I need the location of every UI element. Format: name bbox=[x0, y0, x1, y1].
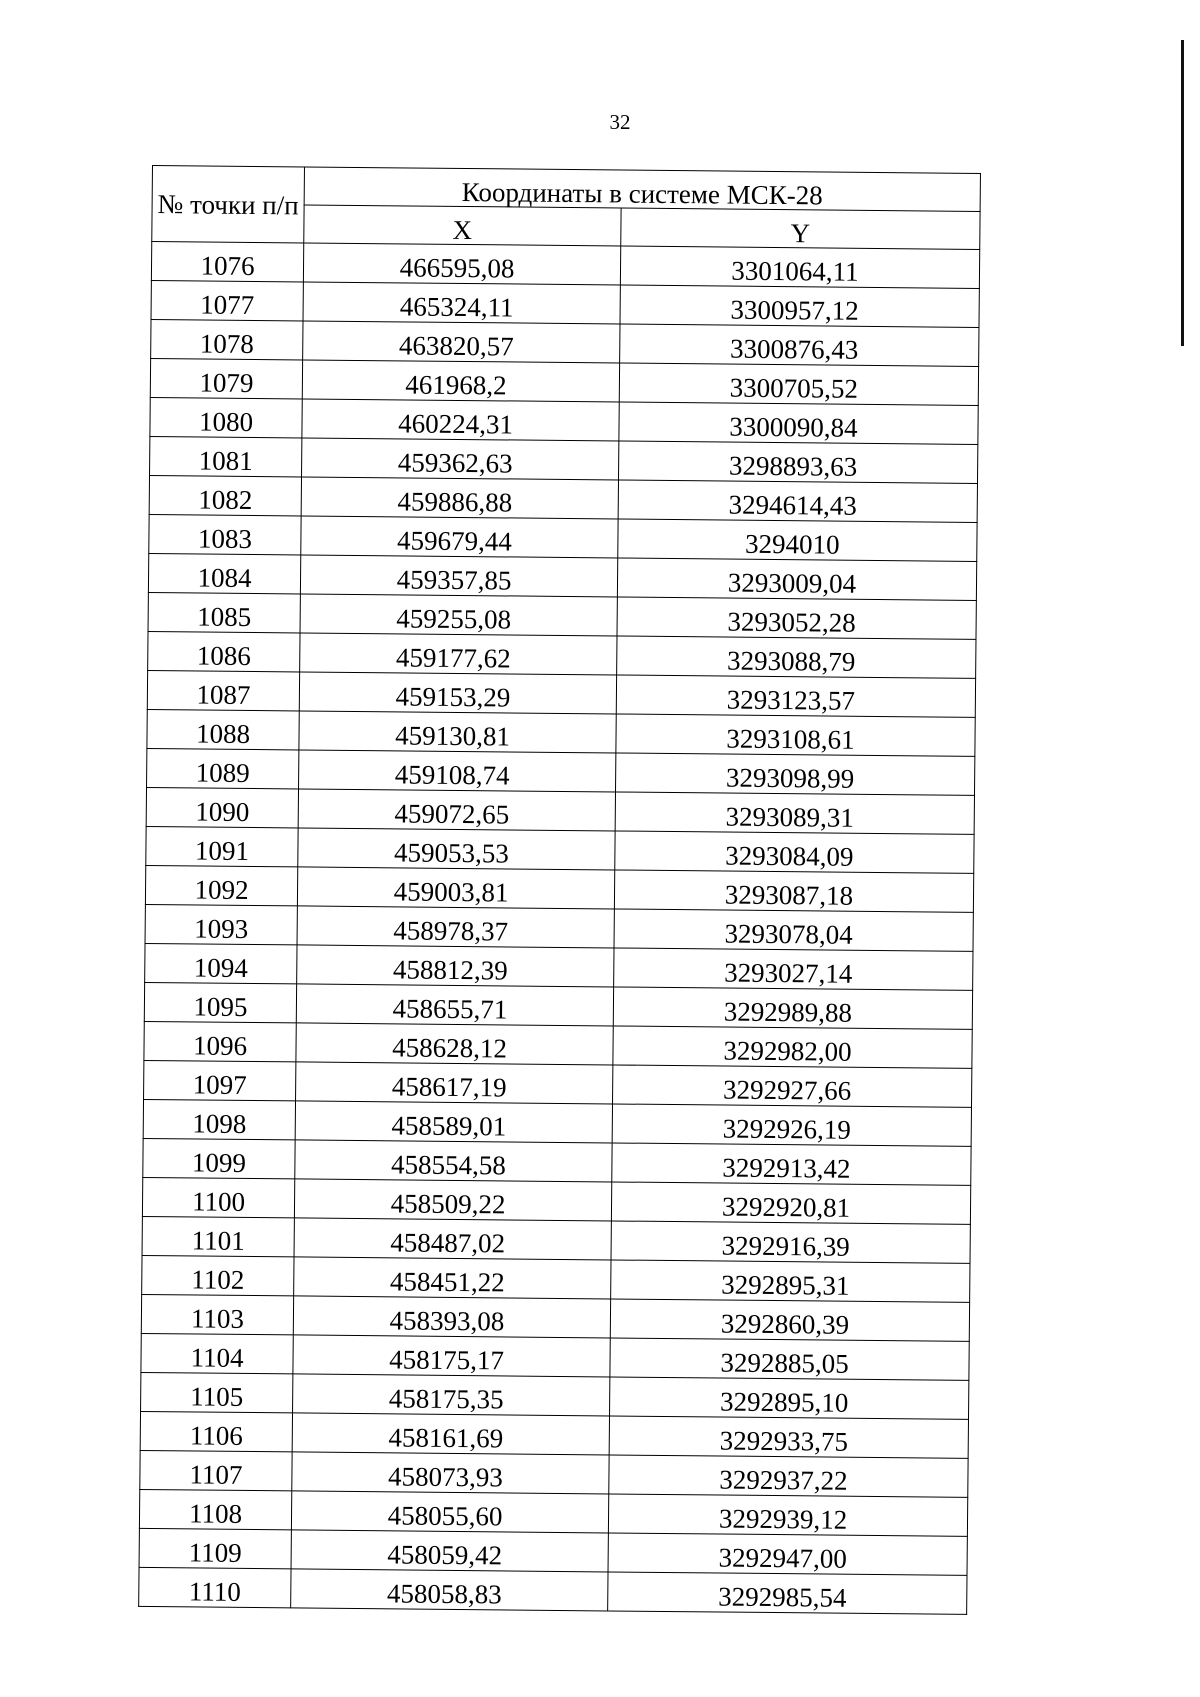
cell-point-number: 1078 bbox=[151, 319, 303, 359]
cell-y: 3301064,11 bbox=[620, 246, 979, 288]
cell-y: 3293108,61 bbox=[616, 714, 975, 756]
coordinates-table bbox=[138, 165, 981, 1615]
page-number: 32 bbox=[609, 110, 631, 134]
cell-x: 458509,22 bbox=[294, 1179, 611, 1221]
cell-point-number: 1083 bbox=[149, 514, 301, 554]
cell-point-number: 1085 bbox=[148, 592, 300, 632]
cell-y: 3292939,12 bbox=[608, 1494, 967, 1536]
cell-y: 3293027,14 bbox=[614, 948, 973, 990]
cell-x: 458161,69 bbox=[292, 1413, 609, 1455]
cell-x: 458451,22 bbox=[294, 1257, 611, 1299]
cell-point-number: 1107 bbox=[140, 1450, 292, 1490]
cell-x: 459108,74 bbox=[299, 750, 616, 792]
cell-x: 458058,83 bbox=[291, 1569, 608, 1611]
cell-x: 458589,01 bbox=[295, 1101, 612, 1143]
cell-y: 3292920,81 bbox=[611, 1182, 970, 1224]
cell-x: 458487,02 bbox=[294, 1218, 611, 1260]
cell-y: 3293089,31 bbox=[615, 792, 974, 834]
cell-x: 458175,17 bbox=[293, 1335, 610, 1377]
header-point-number: № точки п/п bbox=[152, 166, 305, 243]
cell-point-number: 1096 bbox=[144, 1021, 296, 1061]
cell-x: 459357,85 bbox=[300, 555, 617, 597]
cell-y: 3293078,04 bbox=[614, 909, 973, 951]
cell-point-number: 1101 bbox=[142, 1216, 294, 1256]
cell-y: 3292989,88 bbox=[613, 987, 972, 1029]
cell-point-number: 1081 bbox=[150, 436, 302, 476]
cell-x: 458175,35 bbox=[293, 1374, 610, 1416]
cell-point-number: 1088 bbox=[147, 709, 299, 749]
cell-y: 3293088,79 bbox=[617, 636, 976, 678]
cell-x: 459003,81 bbox=[297, 867, 614, 909]
cell-point-number: 1103 bbox=[141, 1294, 293, 1334]
cell-y: 3293123,57 bbox=[616, 675, 975, 717]
cell-y: 3292985,54 bbox=[608, 1572, 967, 1614]
cell-x: 459886,88 bbox=[301, 477, 618, 519]
cell-x: 459679,44 bbox=[301, 516, 618, 558]
cell-point-number: 1091 bbox=[146, 826, 298, 866]
cell-x: 459153,29 bbox=[299, 672, 616, 714]
cell-point-number: 1080 bbox=[150, 397, 302, 437]
cell-point-number: 1106 bbox=[140, 1411, 292, 1451]
cell-x: 459362,63 bbox=[302, 438, 619, 480]
cell-y: 3293009,04 bbox=[617, 558, 976, 600]
cell-x: 460224,31 bbox=[302, 399, 619, 441]
cell-y: 3292913,42 bbox=[612, 1143, 971, 1185]
cell-y: 3292895,10 bbox=[610, 1377, 969, 1419]
cell-y: 3292926,19 bbox=[612, 1104, 971, 1146]
cell-point-number: 1100 bbox=[142, 1177, 294, 1217]
cell-x: 465324,11 bbox=[303, 282, 620, 324]
cell-y: 3300957,12 bbox=[620, 285, 979, 327]
cell-point-number: 1105 bbox=[141, 1372, 293, 1412]
table-body bbox=[139, 242, 980, 1615]
cell-x: 461968,2 bbox=[302, 360, 619, 402]
cell-x: 458055,60 bbox=[291, 1491, 608, 1533]
cell-point-number: 1076 bbox=[151, 242, 303, 282]
cell-y: 3292937,22 bbox=[609, 1455, 968, 1497]
cell-x: 458554,58 bbox=[295, 1140, 612, 1182]
cell-point-number: 1098 bbox=[143, 1099, 295, 1139]
cell-x: 459053,53 bbox=[298, 828, 615, 870]
cell-y: 3294010 bbox=[618, 519, 977, 561]
cell-point-number: 1092 bbox=[145, 865, 297, 905]
table-row bbox=[139, 1567, 967, 1614]
cell-point-number: 1082 bbox=[149, 475, 301, 515]
cell-point-number: 1104 bbox=[141, 1333, 293, 1373]
cell-y: 3293084,09 bbox=[615, 831, 974, 873]
cell-x: 458073,93 bbox=[292, 1452, 609, 1494]
cell-x: 466595,08 bbox=[303, 243, 620, 285]
cell-y: 3292982,00 bbox=[613, 1026, 972, 1068]
cell-point-number: 1094 bbox=[145, 943, 297, 983]
cell-point-number: 1110 bbox=[139, 1567, 291, 1607]
cell-point-number: 1090 bbox=[146, 787, 298, 827]
cell-point-number: 1097 bbox=[144, 1060, 296, 1100]
cell-y: 3293098,99 bbox=[616, 753, 975, 795]
cell-x: 458393,08 bbox=[293, 1296, 610, 1338]
cell-y: 3293052,28 bbox=[617, 597, 976, 639]
cell-x: 459130,81 bbox=[299, 711, 616, 753]
cell-y: 3292947,00 bbox=[608, 1533, 967, 1575]
cell-y: 3292927,66 bbox=[613, 1065, 972, 1107]
cell-x: 458655,71 bbox=[296, 984, 613, 1026]
cell-point-number: 1109 bbox=[139, 1528, 291, 1568]
cell-x: 463820,57 bbox=[303, 321, 620, 363]
cell-y: 3300705,52 bbox=[619, 363, 978, 405]
cell-x: 458812,39 bbox=[297, 945, 614, 987]
cell-point-number: 1108 bbox=[139, 1489, 291, 1529]
cell-x: 459072,65 bbox=[298, 789, 615, 831]
cell-x: 458059,42 bbox=[291, 1530, 608, 1572]
cell-y: 3300876,43 bbox=[620, 324, 979, 366]
cell-point-number: 1084 bbox=[148, 553, 300, 593]
cell-y: 3292860,39 bbox=[610, 1299, 969, 1341]
cell-y: 3292933,75 bbox=[609, 1416, 968, 1458]
cell-x: 458628,12 bbox=[296, 1023, 613, 1065]
cell-point-number: 1102 bbox=[142, 1255, 294, 1295]
cell-y: 3292895,31 bbox=[611, 1260, 970, 1302]
scan-edge-mark bbox=[1181, 40, 1184, 346]
cell-x: 458978,37 bbox=[297, 906, 614, 948]
header-x: X bbox=[304, 205, 621, 246]
cell-point-number: 1079 bbox=[150, 358, 302, 398]
cell-y: 3293087,18 bbox=[614, 870, 973, 912]
cell-point-number: 1089 bbox=[147, 748, 299, 788]
cell-x: 458617,19 bbox=[296, 1062, 613, 1104]
cell-y: 3292885,05 bbox=[610, 1338, 969, 1380]
cell-y: 3294614,43 bbox=[618, 480, 977, 522]
cell-point-number: 1095 bbox=[144, 982, 296, 1022]
cell-point-number: 1077 bbox=[151, 280, 303, 320]
cell-x: 459177,62 bbox=[300, 633, 617, 675]
table-header bbox=[152, 166, 981, 250]
cell-x: 459255,08 bbox=[300, 594, 617, 636]
cell-y: 3298893,63 bbox=[618, 441, 977, 483]
cell-y: 3292916,39 bbox=[611, 1221, 970, 1263]
cell-point-number: 1087 bbox=[147, 670, 299, 710]
cell-point-number: 1086 bbox=[148, 631, 300, 671]
header-y: Y bbox=[621, 208, 980, 249]
cell-y: 3300090,84 bbox=[619, 402, 978, 444]
cell-point-number: 1099 bbox=[143, 1138, 295, 1178]
header-coordinates: Координаты в системе МСК-28 bbox=[304, 167, 980, 211]
cell-point-number: 1093 bbox=[145, 904, 297, 944]
